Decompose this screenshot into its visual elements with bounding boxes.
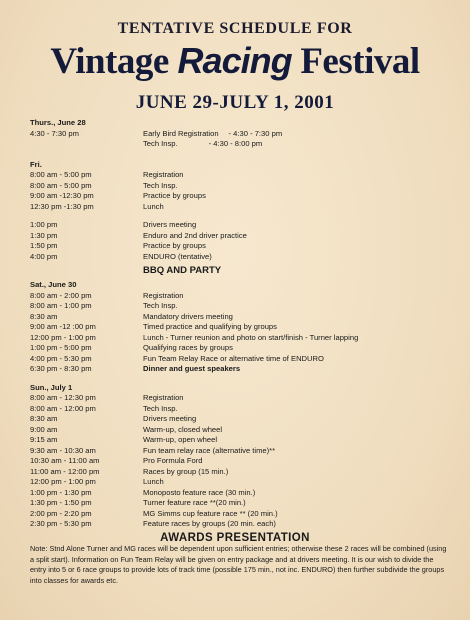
schedule-row <box>30 312 460 323</box>
schedule-row <box>30 467 460 478</box>
row-time: 4:00 pm <box>30 251 58 261</box>
schedule-row <box>30 291 460 302</box>
schedule-row <box>30 519 460 530</box>
schedule-row <box>30 435 460 446</box>
schedule-row <box>30 220 460 231</box>
row-time: 8:00 am - 12:00 pm <box>30 403 96 413</box>
schedule-row <box>30 477 460 488</box>
row-time: 9:00 am <box>30 424 58 434</box>
schedule-row <box>30 393 460 404</box>
awards-heading: AWARDS PRESENTATION <box>160 531 310 544</box>
row-time: 9:30 am - 10:30 am <box>30 445 96 455</box>
row-time: 1:00 pm - 5:00 pm <box>30 343 92 352</box>
schedule-row <box>30 231 460 242</box>
schedule-row <box>30 488 460 499</box>
schedule-row <box>30 241 460 252</box>
row-time: 9:00 am -12 :00 pm <box>30 322 96 331</box>
schedule-row <box>30 322 460 333</box>
schedule-row <box>30 170 460 181</box>
row-event: Registration <box>143 170 184 179</box>
row-time <box>30 139 143 150</box>
row-event: Dinner and guest speakers <box>143 364 241 373</box>
row-time: 8:00 am - 1:00 pm <box>30 301 92 310</box>
schedule <box>30 118 460 546</box>
row-time: 1:50 pm <box>30 241 58 250</box>
row-time: 8:00 am - 12:30 pm <box>30 393 96 402</box>
day-heading-friday: Fri. <box>30 159 42 169</box>
schedule-row <box>30 446 460 457</box>
event-title <box>0 40 470 83</box>
row-extra: - 4:30 - 7:30 pm <box>228 128 283 138</box>
bbq-heading: BBQ AND PARTY <box>143 265 222 276</box>
row-event: Enduro and 2nd driver practice <box>143 230 247 240</box>
row-event: Tech Insp. <box>143 403 178 413</box>
title-festival: Festival <box>300 41 420 82</box>
schedule-row <box>30 456 460 467</box>
row-extra: - 4:30 - 8:00 pm <box>208 139 263 148</box>
row-time: 8:00 am - 2:00 pm <box>30 290 92 300</box>
schedule-row <box>30 343 460 354</box>
day-heading-thursday: Thurs., June 28 <box>30 118 86 127</box>
row-event: Lunch <box>143 201 164 211</box>
row-time: 9:15 am <box>30 435 58 444</box>
row-time: 9:00 am -12:30 pm <box>30 191 94 200</box>
schedule-row <box>30 404 460 415</box>
schedule-row <box>30 414 460 425</box>
row-event: Drivers meeting <box>143 414 197 423</box>
row-time: 4:30 - 7:30 pm <box>30 128 79 138</box>
row-event: Tech Insp. <box>143 301 178 310</box>
row-time: 10:30 am - 11:00 am <box>30 456 100 465</box>
row-time: 8:00 am - 5:00 pm <box>30 180 92 190</box>
row-event: Feature races by groups (20 min. each) <box>143 519 276 528</box>
row-time: 1:00 pm - 1:30 pm <box>30 487 92 497</box>
schedule-row <box>30 498 460 509</box>
row-time: 12:00 pm - 1:00 pm <box>30 477 96 486</box>
schedule-row <box>30 191 460 202</box>
row-event: Drivers meeting <box>143 220 197 229</box>
row-event: Turner feature race **(20 min.) <box>143 498 246 507</box>
row-event: Lunch - Turner reunion and photo on start/finish - Turner lapping <box>143 332 359 342</box>
row-event: Registration <box>143 290 184 300</box>
row-time: 12:00 pm - 1:00 pm <box>30 332 96 342</box>
row-event: ENDURO (tentative) <box>143 251 212 261</box>
row-time: 8:00 am - 5:00 pm <box>30 170 92 179</box>
title-vintage: Vintage <box>50 41 169 82</box>
row-event: Tech Insp. <box>143 139 178 148</box>
row-time: 1:30 pm - 1:50 pm <box>30 498 92 507</box>
schedule-row <box>30 139 460 150</box>
row-time: 2:30 pm - 5:30 pm <box>30 519 92 528</box>
row-time: 8:30 am <box>30 414 58 423</box>
day-heading-sunday: Sun., July 1 <box>30 382 73 392</box>
row-event: Early Bird Registration <box>143 128 219 138</box>
schedule-row <box>30 129 460 140</box>
footnote: Note: Stnd Alone Turner and MG races will be dependent upon sufficient entries; otherwise these 2 races will be combined (using a split start). Information on Fun Team Relay will be given on entry package and at drivers meeting. It is our wish to divide the entry into 5 or 6 race groups to provide lots of track time (possible 175 min., not inc. ENDURO) then further subdivide the groups into classes for awards etc. <box>30 544 447 585</box>
row-event: Practice by groups <box>143 191 206 200</box>
row-event: Fun Team Relay Race or alternative time of ENDURO <box>143 353 324 363</box>
row-time: 11:00 am - 12:00 pm <box>30 466 100 476</box>
row-time: 2:00 pm - 2:20 pm <box>30 508 92 518</box>
supertitle: TENTATIVE SCHEDULE FOR <box>117 20 353 37</box>
row-event: Races by group (15 min.) <box>143 466 229 476</box>
title-racing: Racing <box>177 40 292 81</box>
row-time: 6:30 pm - 8:30 pm <box>30 364 92 373</box>
row-time: 8:30 am <box>30 311 58 321</box>
schedule-row <box>30 181 460 192</box>
row-event: Registration <box>143 393 184 402</box>
row-event: MG Simms cup feature race ** (20 min.) <box>143 508 278 518</box>
schedule-row <box>30 333 460 344</box>
schedule-row <box>30 509 460 520</box>
schedule-row <box>30 252 460 263</box>
row-event: Warm-up, closed wheel <box>143 424 223 434</box>
row-event: Mandatory drivers meeting <box>143 311 233 321</box>
row-event: Fun team relay race (alternative time)** <box>143 445 276 455</box>
day-heading-saturday: Sat., June 30 <box>30 280 77 289</box>
row-event: Pro Formula Ford <box>143 456 203 465</box>
row-event: Qualifying races by groups <box>143 343 233 352</box>
schedule-row <box>30 364 460 375</box>
schedule-row <box>30 301 460 312</box>
row-time: 1:30 pm <box>30 230 58 240</box>
row-event: Warm-up, open wheel <box>143 435 218 444</box>
schedule-row <box>30 425 460 436</box>
row-event: Lunch <box>143 477 164 486</box>
row-event: Practice by groups <box>143 241 206 250</box>
row-event: Timed practice and qualifying by groups <box>143 322 277 331</box>
event-dates: JUNE 29-JULY 1, 2001 <box>135 92 335 113</box>
row-event: Tech Insp. <box>143 180 178 190</box>
schedule-row <box>30 354 460 365</box>
row-time: 12:30 pm -1:30 pm <box>30 201 94 211</box>
row-time: 4:00 pm - 5:30 pm <box>30 353 92 363</box>
row-event: Monoposto feature race (30 min.) <box>143 487 256 497</box>
row-time: 1:00 pm <box>30 220 58 229</box>
schedule-row <box>30 202 460 213</box>
